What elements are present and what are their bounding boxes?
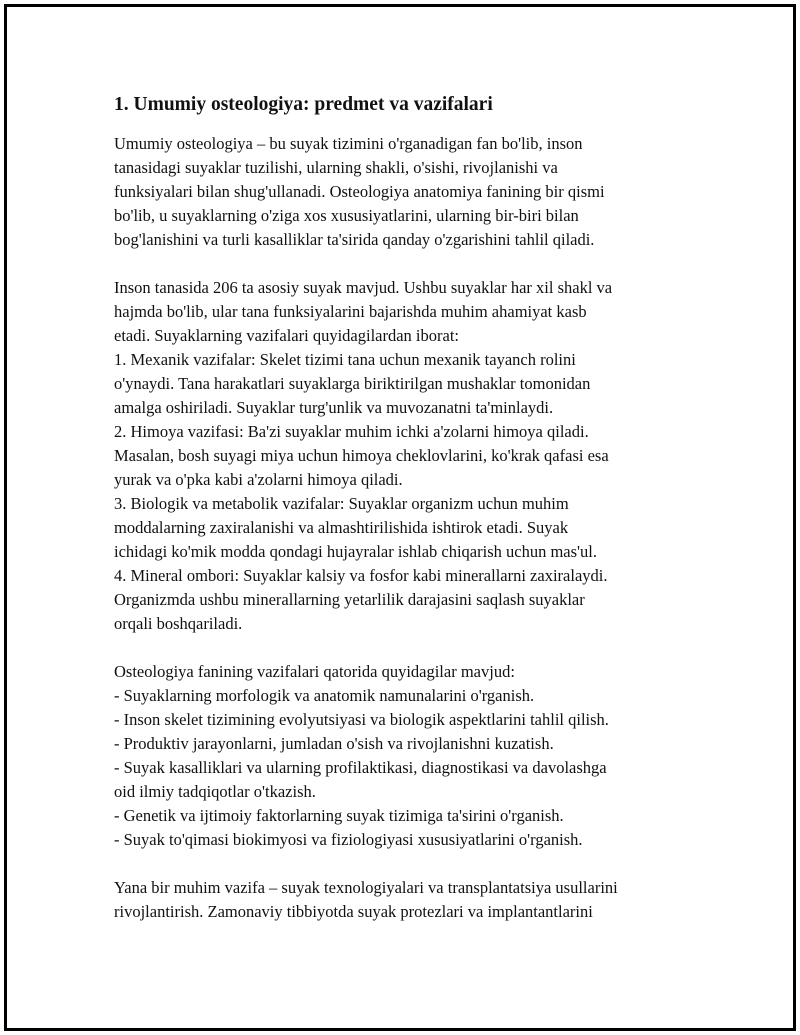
paragraph <box>114 660 704 852</box>
text-line: oid ilmiy tadqiqotlar o'tkazish. <box>114 782 316 801</box>
text-line: 4. Mineral ombori: Suyaklar kalsiy va fosfor kabi minerallarni zaxiralaydi. <box>114 566 608 585</box>
text-line: bo'lib, u suyaklarning o'ziga xos xususiyatlarini, ularning bir-biri bilan <box>114 206 579 225</box>
text-line: Umumiy osteologiya – bu suyak tizimini o'rganadigan fan bo'lib, inson <box>114 134 583 153</box>
text-line: tanasidagi suyaklar tuzilishi, ularning shakli, o'sishi, rivojlanishi va <box>114 158 558 177</box>
text-line: Osteologiya fanining vazifalari qatorida quyidagilar mavjud: <box>114 662 515 681</box>
text-line: - Produktiv jarayonlarni, jumladan o'sish va rivojlanishni kuzatish. <box>114 734 554 753</box>
section-heading: 1. Umumiy osteologiya: predmet va vazifalari <box>114 94 493 115</box>
text-line: 3. Biologik va metabolik vazifalar: Suyaklar organizm uchun muhim <box>114 494 569 513</box>
text-line: funksiyalari bilan shug'ullanadi. Osteologiya anatomiya fanining bir qismi <box>114 182 605 201</box>
text-line: - Genetik va ijtimoiy faktorlarning suyak tizimiga ta'sirini o'rganish. <box>114 806 564 825</box>
text-line: - Suyak kasalliklari va ularning profilaktikasi, diagnostikasi va davolashga <box>114 758 607 777</box>
paragraph-list <box>114 132 704 924</box>
document-body <box>114 92 704 948</box>
text-line: amalga oshiriladi. Suyaklar turg'unlik va muvozanatni ta'minlaydi. <box>114 398 554 417</box>
text-line: 2. Himoya vazifasi: Ba'zi suyaklar muhim ichki a'zolarni himoya qiladi. <box>114 422 589 441</box>
text-line: Yana bir muhim vazifa – suyak texnologiyalari va transplantatsiya usullarini <box>114 878 618 897</box>
text-line: - Suyaklarning morfologik va anatomik namunalarini o'rganish. <box>114 686 535 705</box>
paragraph <box>114 276 704 636</box>
text-line: ichidagi ko'mik modda qondagi hujayralar ishlab chiqarish uchun mas'ul. <box>114 542 597 561</box>
text-line: - Inson skelet tizimining evolyutsiyasi va biologik aspektlarini tahlil qilish. <box>114 710 609 729</box>
text-line: moddalarning zaxiralanishi va almashtirilishida ishtirok etadi. Suyak <box>114 518 569 537</box>
text-line: rivojlantirish. Zamonaviy tibbiyotda suyak protezlari va implantantlarini <box>114 902 593 921</box>
paragraph <box>114 132 704 252</box>
paragraph <box>114 876 704 924</box>
text-line: Organizmda ushbu minerallarning yetarlilik darajasini saqlash suyaklar <box>114 590 585 609</box>
text-line: orqali boshqariladi. <box>114 614 243 633</box>
text-line: hajmda bo'lib, ular tana funksiyalarini bajarishda muhim ahamiyat kasb <box>114 302 587 321</box>
text-line: - Suyak to'qimasi biokimyosi va fiziologiyasi xususiyatlarini o'rganish. <box>114 830 583 849</box>
text-line: o'ynaydi. Tana harakatlari suyaklarga biriktirilgan mushaklar tomonidan <box>114 374 591 393</box>
text-line: Masalan, bosh suyagi miya uchun himoya cheklovlarini, ko'krak qafasi esa <box>114 446 609 465</box>
text-line: 1. Mexanik vazifalar: Skelet tizimi tana uchun mexanik tayanch rolini <box>114 350 576 369</box>
text-line: etadi. Suyaklarning vazifalari quyidagilardan iborat: <box>114 326 460 345</box>
text-line: bog'lanishini va turli kasalliklar ta'sirida qanday o'zgarishini tahlil qiladi. <box>114 230 595 249</box>
text-line: Inson tanasida 206 ta asosiy suyak mavjud. Ushbu suyaklar har xil shakl va <box>114 278 613 297</box>
text-line: yurak va o'pka kabi a'zolarni himoya qiladi. <box>114 470 403 489</box>
